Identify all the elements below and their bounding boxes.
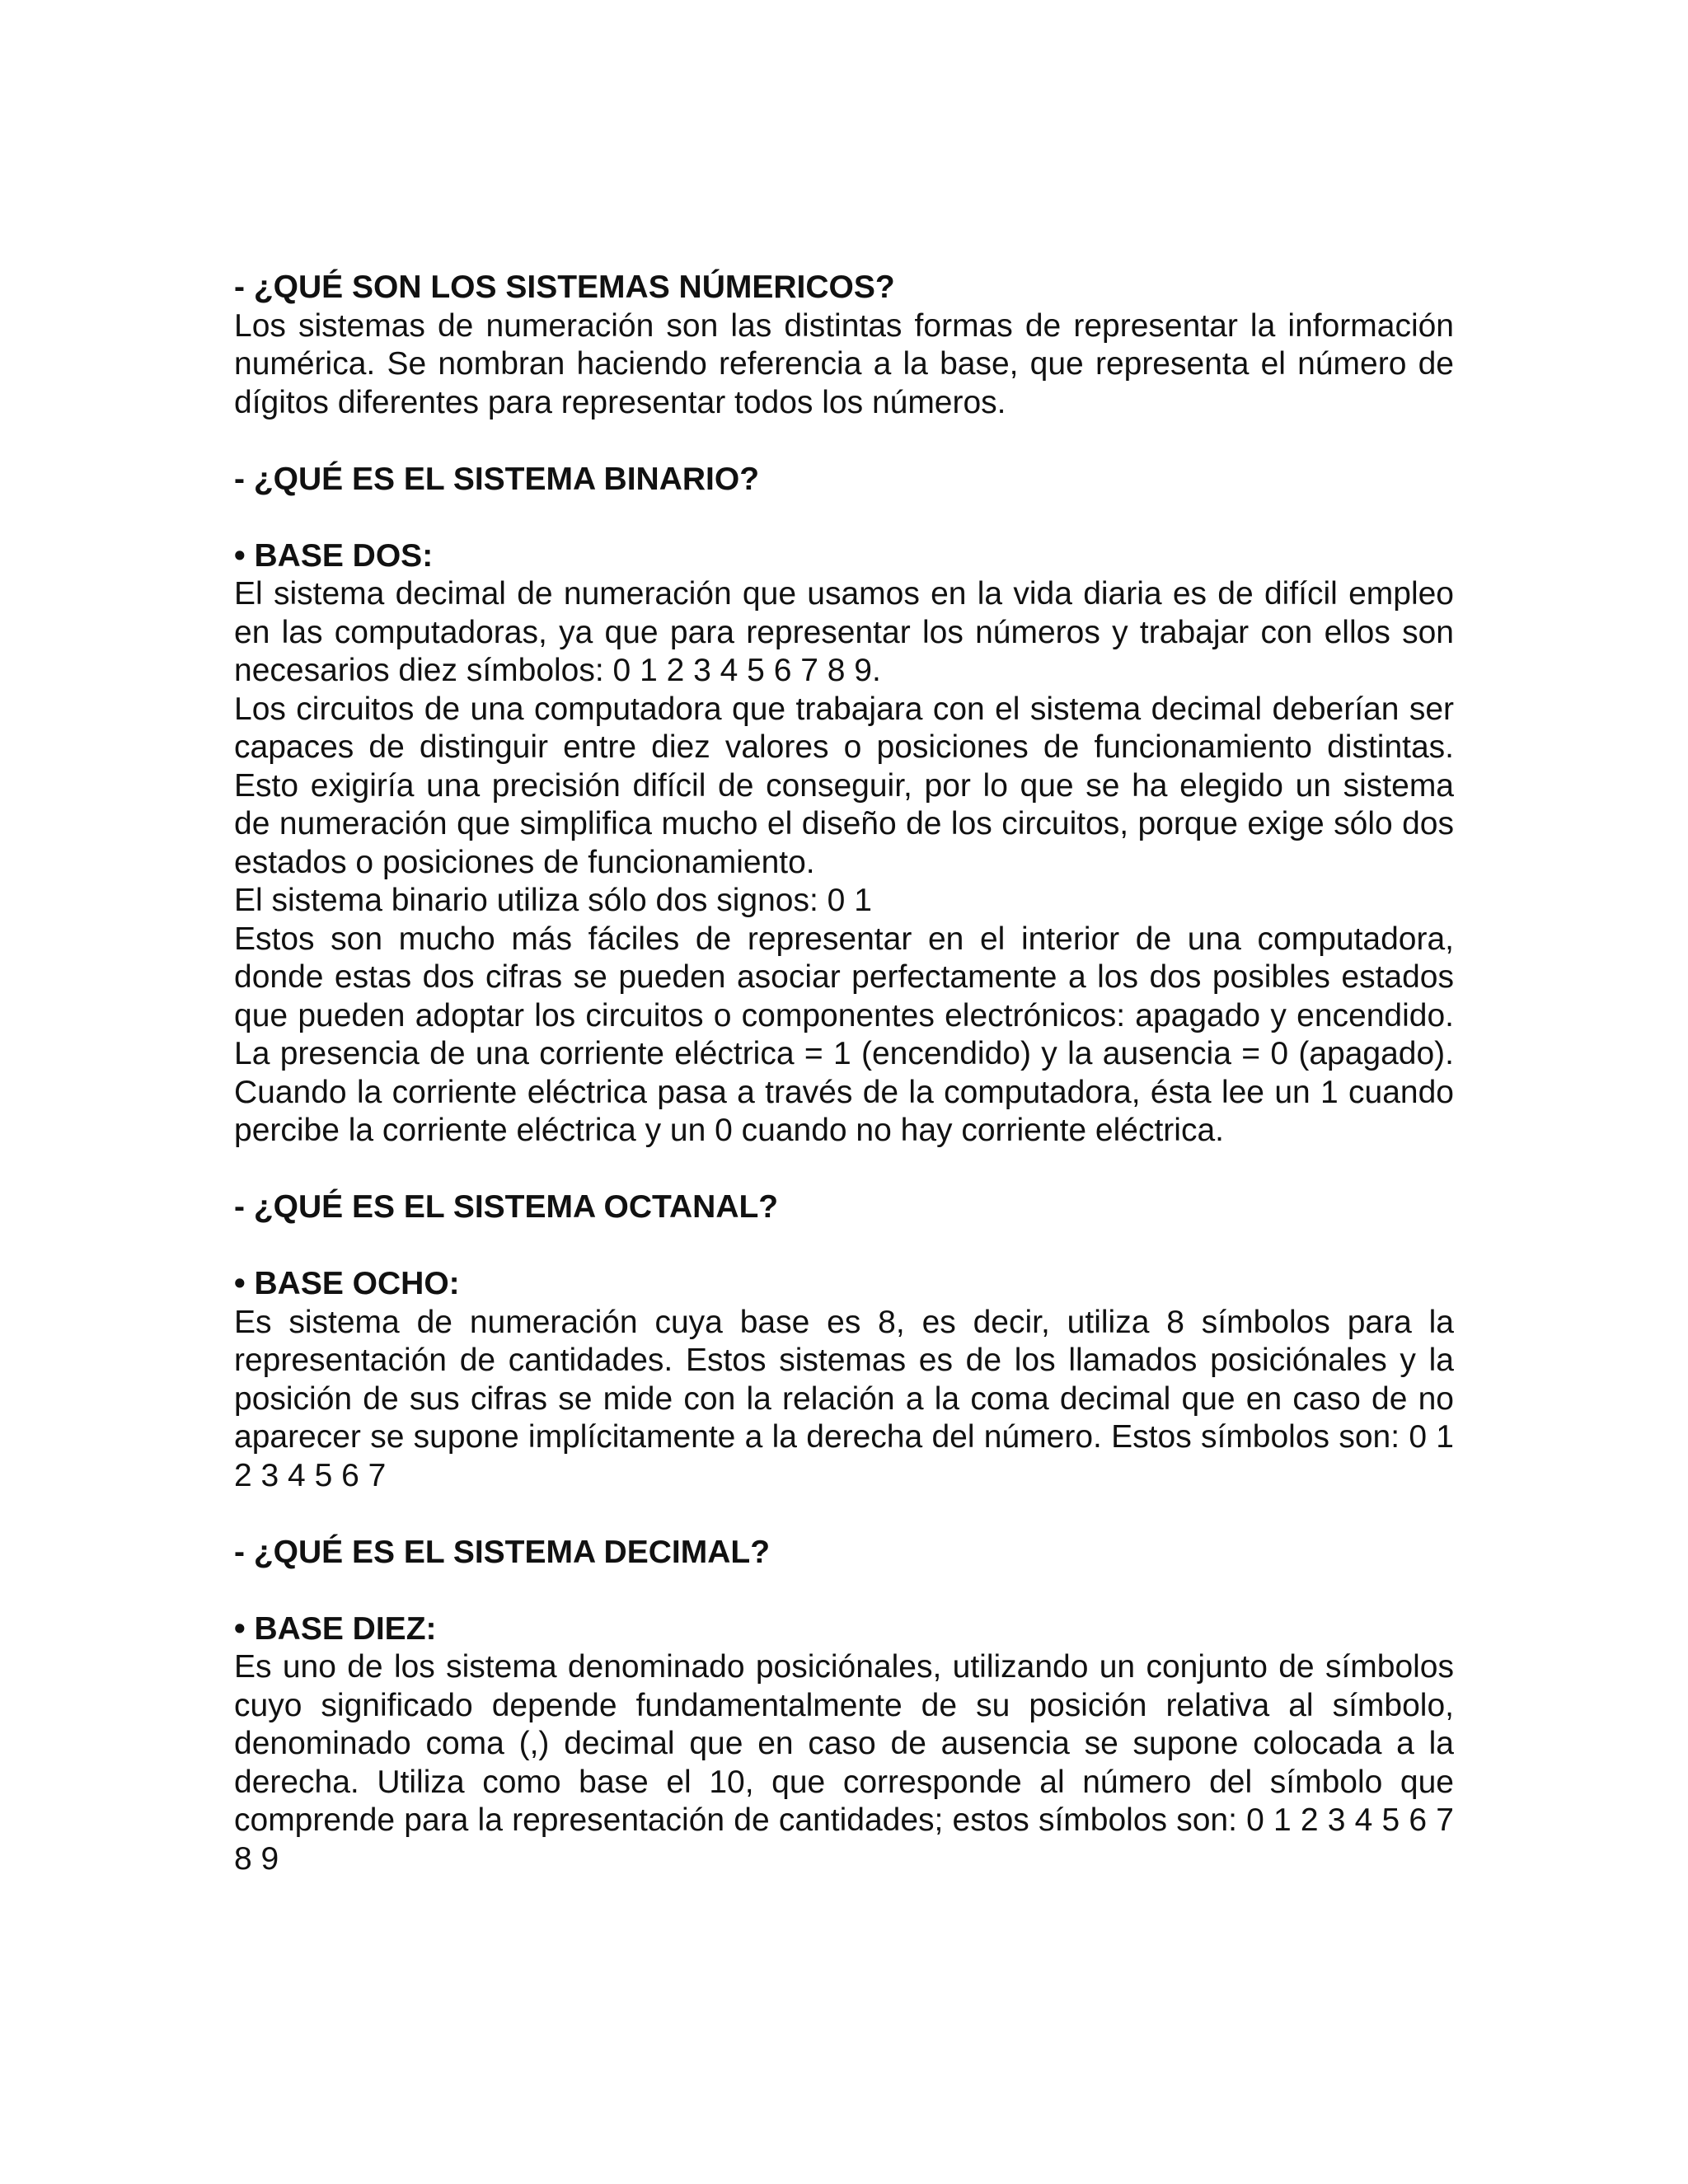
document-page: [234, 269, 1454, 1878]
spacer: [234, 1151, 1454, 1189]
spacer: [234, 499, 1454, 537]
section-heading-octal: - ¿QUÉ ES EL SISTEMA OCTANAL?: [234, 1189, 779, 1225]
paragraph-octal: Es sistema de numeración cuya base es 8, es decir, utiliza 8 símbolos para la representación de cantidades. Estos sistemas es de los llamados posiciónales y la posición de sus cifras se mide con la relación a la coma decimal que en caso de no aparecer se supone implícitamente a la derecha del número. Estos símbolos son: 0 1 2 3 4 5 6 7: [234, 1304, 1454, 1493]
paragraph-decimal: Es uno de los sistema denominado posiciónales, utilizando un conjunto de símbolos cuyo significado depende fundamentalmente de su posición relativa al símbolo, denominado coma (,) decimal que en caso de ausencia se supone colocada a la derecha. Utiliza como base el 10, que corresponde al número del símbolo que comprende para la representación de cantidades; estos símbolos son: 0 1 2 3 4 5 6 7 8 9: [234, 1649, 1454, 1877]
paragraph-binary-4: Estos son mucho más fáciles de representar en el interior de una computadora, donde estas dos cifras se pueden asociar perfectamente a los dos posibles estados que pueden adoptar los circuitos o componentes electrónicos: apagado y encendido. La presencia de una corriente eléctrica = 1 (encendido) y la ausencia = 0 (apagado). Cuando la corriente eléctrica pasa a través de la computadora, ésta lee un 1 cuando percibe la corriente eléctrica y un 0 cuando no hay corriente eléctrica.: [234, 921, 1454, 1148]
subheading-base-diez: • BASE DIEZ:: [234, 1610, 437, 1647]
spacer: [234, 1227, 1454, 1266]
section-heading-numeric-systems: - ¿QUÉ SON LOS SISTEMAS NÚMERICOS?: [234, 269, 895, 305]
spacer: [234, 1572, 1454, 1610]
paragraph-binary-2: Los circuitos de una computadora que trabajara con el sistema decimal deberían ser capaces de distinguir entre diez valores o posiciones de funcionamiento distintas. Esto exigiría una precisión difícil de conseguir, por lo que se ha elegido un sistema de numeración que simplifica mucho el diseño de los circuitos, porque exige sólo dos estados o posiciones de funcionamiento.: [234, 691, 1454, 880]
paragraph-binary-1: El sistema decimal de numeración que usamos en la vida diaria es de difícil empleo en las computadoras, ya que para representar los números y trabajar con ellos son necesarios diez símbolos: 0 1 2 3 4 5 6 7 8 9.: [234, 576, 1454, 688]
paragraph-binary-3: El sistema binario utiliza sólo dos signos: 0 1: [234, 883, 872, 918]
spacer: [234, 422, 1454, 461]
section-heading-decimal: - ¿QUÉ ES EL SISTEMA DECIMAL?: [234, 1534, 771, 1570]
section-heading-binary: - ¿QUÉ ES EL SISTEMA BINARIO?: [234, 461, 760, 497]
spacer: [234, 1495, 1454, 1534]
subheading-base-ocho: • BASE OCHO:: [234, 1266, 460, 1301]
paragraph-numeric-systems: Los sistemas de numeración son las distintas formas de representar la información numérica. Se nombran haciendo referencia a la base, que representa el número de dígitos diferentes para representar todos los números.: [234, 307, 1454, 420]
subheading-base-dos: • BASE DOS:: [234, 537, 434, 574]
